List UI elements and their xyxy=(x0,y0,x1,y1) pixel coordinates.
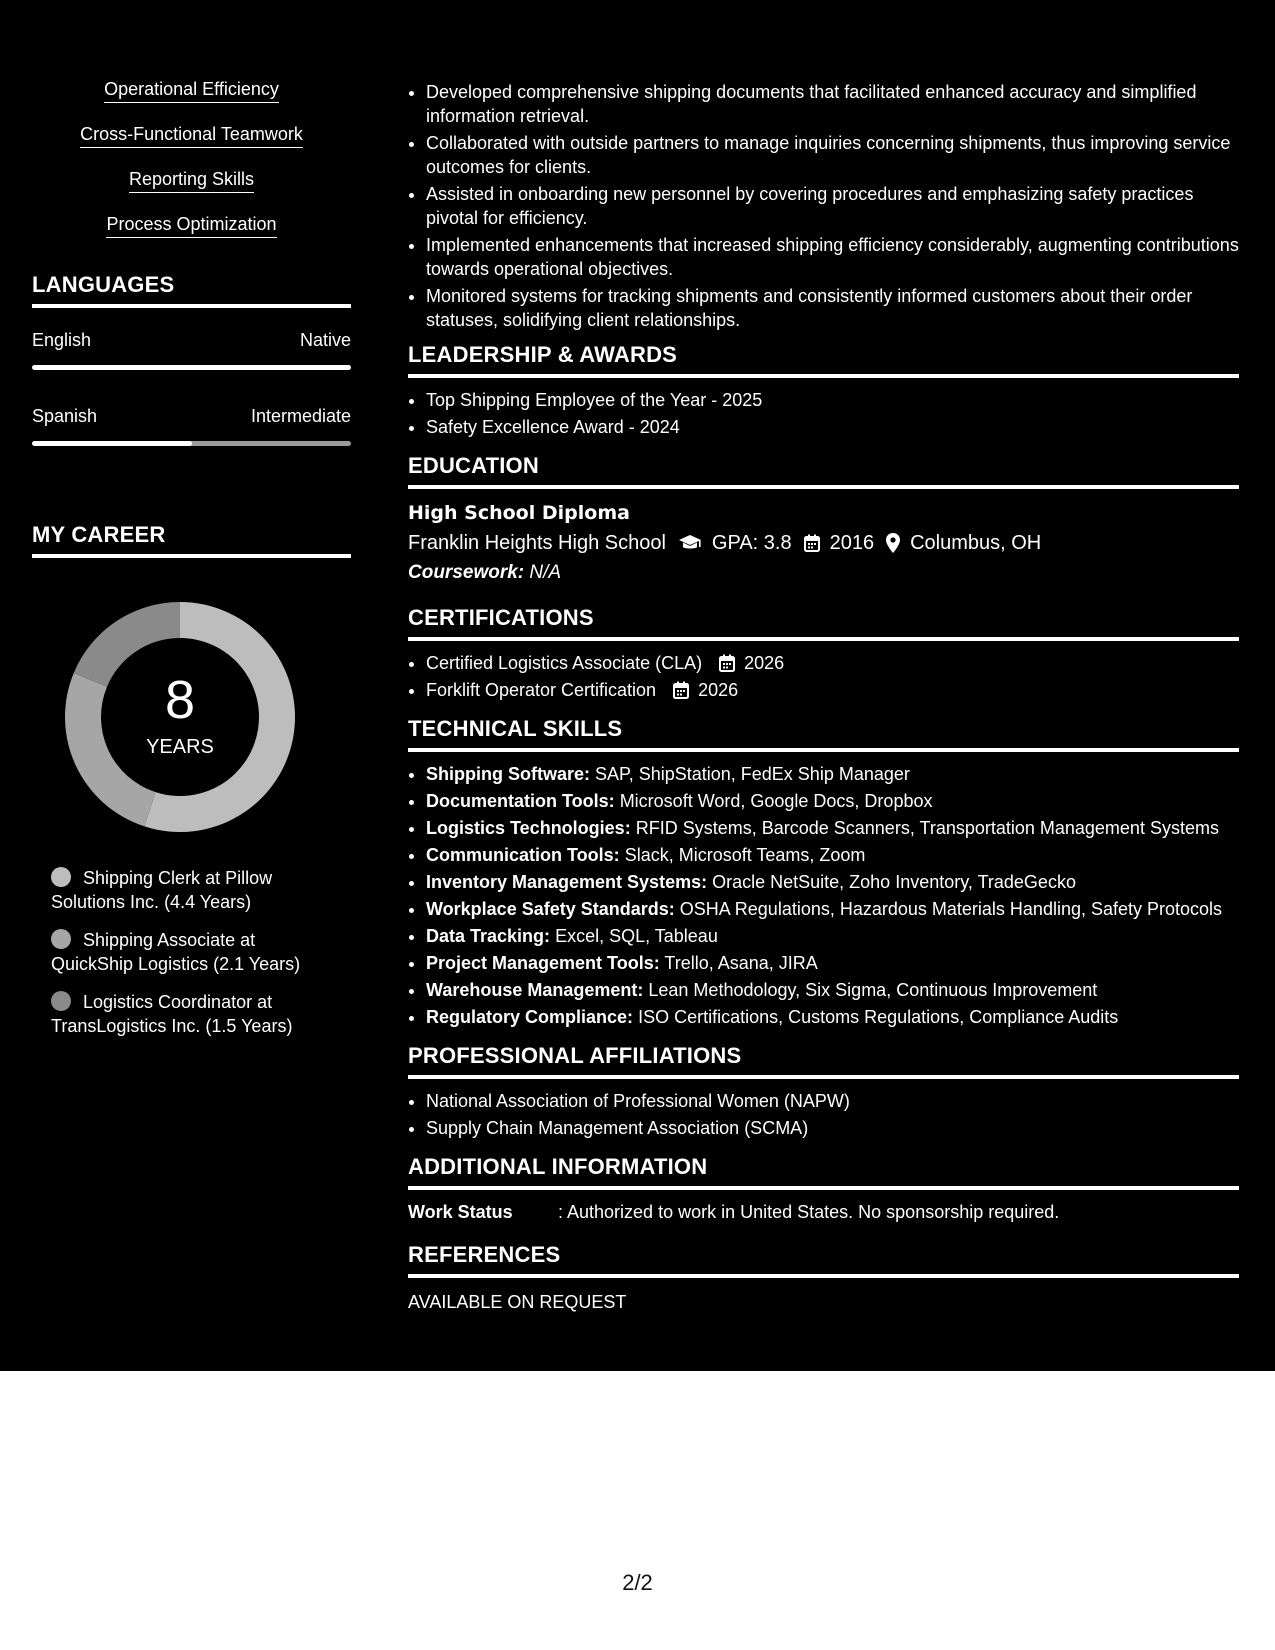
technical-skill-item xyxy=(426,897,1239,921)
technical-skill-value: Excel, SQL, Tableau xyxy=(555,926,718,946)
main-content xyxy=(408,80,1239,1314)
career-donut-chart xyxy=(65,602,295,832)
experience-bullet: • Monitored systems for tracking shipments and consistently informed customers about their order statuses, solidifying client relationships. xyxy=(426,284,1239,332)
language-bar xyxy=(32,441,351,446)
certifications-heading: CERTIFICATIONS xyxy=(408,605,1239,641)
skill-tag-label: Process Optimization xyxy=(106,213,276,238)
technical-skill-item xyxy=(426,762,1239,786)
career-legend xyxy=(51,866,341,1038)
language-bar-fill xyxy=(32,365,351,370)
work-status-row xyxy=(408,1200,1239,1224)
skill-tag xyxy=(32,168,351,193)
affiliation-item: • Supply Chain Management Association (SCMA) xyxy=(426,1116,1239,1140)
career-total-years: 8 xyxy=(164,670,196,730)
certification-year: 2026 xyxy=(744,653,785,673)
location-pin-icon xyxy=(886,533,900,553)
certification-item xyxy=(426,651,1239,675)
technical-skill-label: Shipping Software: xyxy=(426,764,590,784)
work-status-label: Work Status xyxy=(408,1202,513,1222)
school-location: Columbus, OH xyxy=(910,532,1042,554)
award-item: • Top Shipping Employee of the Year - 2025 xyxy=(426,388,1239,412)
technical-skill-label: Data Tracking: xyxy=(426,926,551,946)
education-details xyxy=(408,527,1239,559)
technical-skill-item xyxy=(426,1005,1239,1029)
leadership-heading: LEADERSHIP & AWARDS xyxy=(408,342,1239,378)
affiliations-list xyxy=(408,1089,1239,1140)
technical-skill-item xyxy=(426,951,1239,975)
languages-section xyxy=(32,272,351,446)
calendar-icon xyxy=(719,654,735,672)
technical-skill-item xyxy=(426,789,1239,813)
experience-bullet: • Implemented enhancements that increased shipping efficiency considerably, augmenting contributions towards operational objectives. xyxy=(426,233,1239,281)
certification-item xyxy=(426,678,1239,702)
affiliations-heading: PROFESSIONAL AFFILIATIONS xyxy=(408,1043,1239,1079)
career-section xyxy=(32,522,351,1038)
skill-tag xyxy=(32,213,351,238)
skill-tag xyxy=(32,78,351,103)
education-heading: EDUCATION xyxy=(408,453,1239,489)
coursework-label: Coursework: xyxy=(408,562,525,583)
school-name: Franklin Heights High School xyxy=(408,532,666,554)
gpa: GPA: 3.8 xyxy=(711,532,792,554)
technical-skill-item xyxy=(426,816,1239,840)
experience-bullet: • Developed comprehensive shipping documents that facilitated enhanced accuracy and simplified information retrieval. xyxy=(426,80,1239,128)
technical-skill-label: Warehouse Management: xyxy=(426,980,644,1000)
technical-skill-item xyxy=(426,870,1239,894)
career-legend-item xyxy=(51,866,341,914)
skill-tag-label: Reporting Skills xyxy=(129,168,254,193)
coursework-value: N/A xyxy=(529,562,562,583)
career-legend-item xyxy=(51,990,341,1038)
technical-skill-value: Microsoft Word, Google Docs, Dropbox xyxy=(619,791,933,811)
career-legend-text: Logistics Coordinator at TransLogistics Inc. (1.5 Years) xyxy=(51,992,293,1036)
language-item xyxy=(32,406,351,446)
career-total-unit: YEARS xyxy=(146,736,214,758)
technical-skill-label: Documentation Tools: xyxy=(426,791,615,811)
page-number: 2/2 xyxy=(622,1570,653,1595)
calendar-icon xyxy=(673,681,689,699)
skill-tag xyxy=(32,123,351,148)
language-bar-fill xyxy=(32,441,192,446)
technical-skill-value: Slack, Microsoft Teams, Zoom xyxy=(624,845,866,865)
experience-bullet: • Assisted in onboarding new personnel by covering procedures and emphasizing safety practices pivotal for efficiency. xyxy=(426,182,1239,230)
language-item xyxy=(32,330,351,370)
leadership-list xyxy=(408,388,1239,439)
certification-name: Certified Logistics Associate (CLA) xyxy=(426,653,703,673)
graduation-year: 2016 xyxy=(829,532,875,554)
technical-skill-label: Project Management Tools: xyxy=(426,953,660,973)
technical-skill-label: Regulatory Compliance: xyxy=(426,1007,634,1027)
legend-dot-icon xyxy=(51,991,71,1011)
additional-info-heading: ADDITIONAL INFORMATION xyxy=(408,1154,1239,1190)
calendar-icon xyxy=(804,534,820,552)
experience-bullets xyxy=(408,80,1239,332)
technical-skill-label: Communication Tools: xyxy=(426,845,620,865)
skill-tag-label: Operational Efficiency xyxy=(104,78,279,103)
technical-skill-label: Workplace Safety Standards: xyxy=(426,899,675,919)
career-legend-item xyxy=(51,928,341,976)
certification-name: Forklift Operator Certification xyxy=(426,680,657,700)
technical-skill-label: Logistics Technologies: xyxy=(426,818,631,838)
career-legend-text: Shipping Clerk at Pillow Solutions Inc. (4.4 Years) xyxy=(51,868,273,912)
language-bar xyxy=(32,365,351,370)
career-heading: MY CAREER xyxy=(32,522,351,558)
technical-skills-heading: TECHNICAL SKILLS xyxy=(408,716,1239,752)
work-status-value: : Authorized to work in United States. No sponsorship required. xyxy=(558,1202,1060,1222)
sidebar xyxy=(32,78,351,1052)
coursework xyxy=(408,559,1239,587)
technical-skill-value: RFID Systems, Barcode Scanners, Transportation Management Systems xyxy=(635,818,1219,838)
language-level: Native xyxy=(299,330,351,350)
technical-skills-list xyxy=(408,762,1239,1029)
language-level: Intermediate xyxy=(250,406,351,426)
skills-list xyxy=(32,78,351,238)
graduation-cap-icon xyxy=(678,534,702,552)
affiliation-item: • National Association of Professional Women (NAPW) xyxy=(426,1089,1239,1113)
technical-skill-value: Lean Methodology, Six Sigma, Continuous Improvement xyxy=(648,980,1098,1000)
certifications-list xyxy=(408,651,1239,702)
certification-year: 2026 xyxy=(698,680,739,700)
language-name: Spanish xyxy=(32,406,98,426)
technical-skill-item xyxy=(426,978,1239,1002)
legend-dot-icon xyxy=(51,929,71,949)
references-heading: REFERENCES xyxy=(408,1242,1239,1278)
technical-skill-value: Trello, Asana, JIRA xyxy=(664,953,818,973)
references-text: AVAILABLE ON REQUEST xyxy=(408,1292,627,1312)
degree-title: High School Diploma xyxy=(408,502,630,524)
language-name: English xyxy=(32,330,92,350)
technical-skill-label: Inventory Management Systems: xyxy=(426,872,708,892)
technical-skill-item xyxy=(426,924,1239,948)
experience-bullet: • Collaborated with outside partners to manage inquiries concerning shipments, thus improving service outcomes for clients. xyxy=(426,131,1239,179)
skill-tag-label: Cross-Functional Teamwork xyxy=(80,123,303,148)
technical-skill-item xyxy=(426,843,1239,867)
legend-dot-icon xyxy=(51,867,71,887)
technical-skill-value: ISO Certifications, Customs Regulations, Compliance Audits xyxy=(638,1007,1119,1027)
languages-heading: LANGUAGES xyxy=(32,272,351,308)
technical-skill-value: SAP, ShipStation, FedEx Ship Manager xyxy=(595,764,910,784)
technical-skill-value: OSHA Regulations, Hazardous Materials Handling, Safety Protocols xyxy=(679,899,1223,919)
award-item: • Safety Excellence Award - 2024 xyxy=(426,415,1239,439)
technical-skill-value: Oracle NetSuite, Zoho Inventory, TradeGecko xyxy=(712,872,1076,892)
career-legend-text: Shipping Associate at QuickShip Logistics (2.1 Years) xyxy=(51,930,301,974)
